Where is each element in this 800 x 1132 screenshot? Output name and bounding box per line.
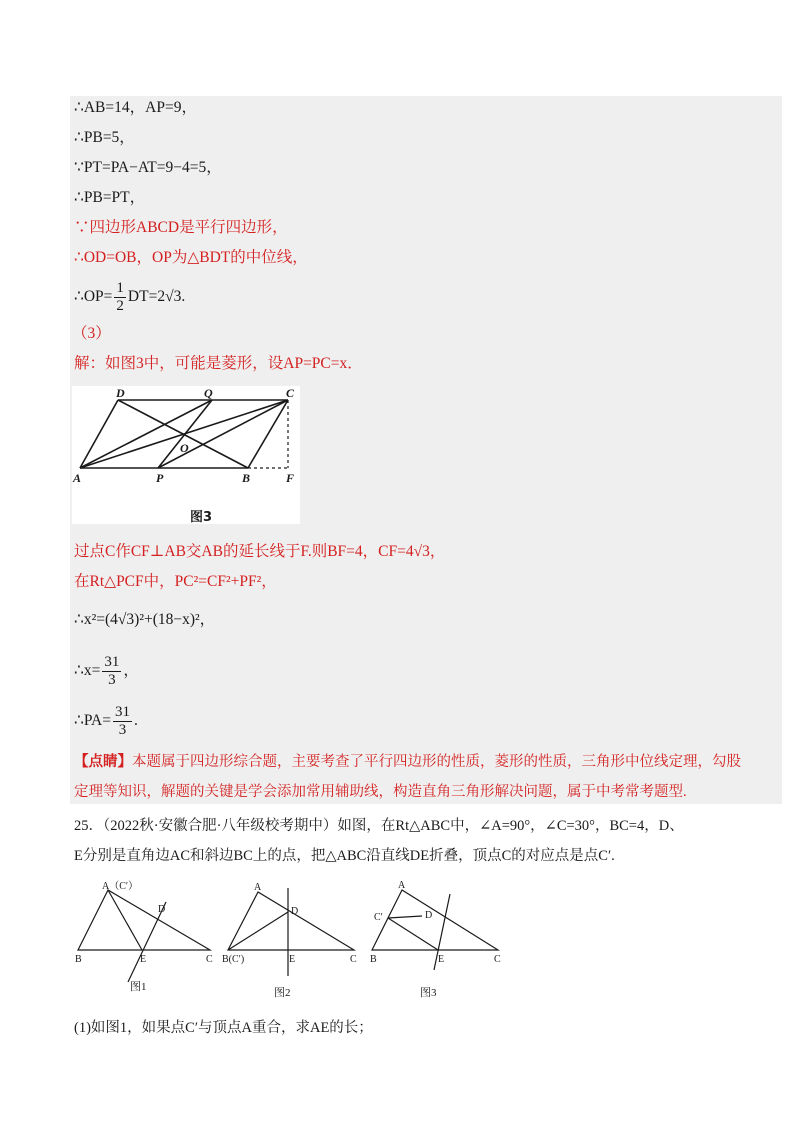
figure-3-parallelogram — [72, 386, 300, 524]
fig1-label-c: C — [206, 954, 213, 965]
diag-db — [118, 400, 248, 468]
fig3-caption: 图3 — [420, 987, 437, 999]
part3-intro: 解：如图3中，可能是菱形，设AP=PC=x． — [74, 355, 363, 372]
x-prefix: ∴x= — [74, 662, 101, 679]
fig3-label-b: B — [370, 954, 377, 965]
figure-3-caption: 图3 — [190, 510, 213, 525]
question-line-2: E分别是直角边AC和斜边BC上的点，把△ABC沿直线DE折叠，顶点C的对应点是点C′. — [74, 848, 615, 864]
fig3-label-c: C — [494, 954, 501, 965]
after-fig-line-2: 在Rt△PCF中，PC²=CF²+PF²， — [74, 573, 277, 590]
question-diagrams — [70, 880, 520, 1000]
fig3-seg-ce — [388, 918, 438, 950]
fig2-label-a: A — [254, 882, 262, 893]
fig1-seg-ae — [108, 890, 142, 950]
label-c: C — [286, 386, 295, 400]
x-equation — [74, 652, 139, 690]
part3-label: （3） — [72, 325, 111, 342]
label-d: D — [116, 386, 125, 400]
solution-line-1: ∴AB=14，AP=9， — [74, 99, 197, 116]
x-numerator: 31 — [104, 653, 120, 670]
comment-tag: 【点睛】 — [74, 754, 132, 770]
comment-line-1 — [74, 752, 782, 772]
op-suffix: DT=2√3. — [127, 288, 186, 305]
op-denominator: 2 — [116, 297, 124, 314]
fig2-seg-bd — [228, 912, 288, 950]
comment-text-1: 本题属于四边形综合题，主要考查了平行四边形的性质，菱形的性质，三角形中位线定理，勾股 — [132, 754, 741, 770]
fig2-label-c: C — [350, 954, 357, 965]
op-equation — [74, 278, 185, 316]
pa-numerator: 31 — [115, 703, 130, 720]
op-fraction — [114, 280, 126, 315]
label-a: A — [73, 471, 82, 485]
after-fig-line-1: 过点C作CF⊥AB交AB的延长线于F.则BF=4，CF=4√3， — [74, 543, 446, 560]
fig3-seg-cd — [388, 916, 422, 918]
after-fig-line-3: ∴x²=(4√3)²+(18−x)²， — [74, 611, 216, 628]
op-prefix: ∴OP= — [74, 288, 113, 305]
fig2-label-d: D — [291, 906, 299, 917]
fig3-label-e: E — [438, 954, 445, 965]
pa-suffix: . — [134, 712, 138, 729]
x-suffix: ， — [123, 662, 139, 679]
fig1-caption: 图1 — [130, 981, 147, 993]
fig2-caption: 图2 — [274, 987, 291, 999]
fig2-label-e: E — [289, 954, 296, 965]
label-b: B — [242, 471, 251, 485]
fig3-label-cprime: C′ — [374, 912, 383, 923]
question-line-1: 25．（2022秋·安徽合肥·八年级校考期中）如图，在Rt△ABC中，∠A=90°，∠C=30°，BC=4，D、 — [74, 818, 684, 834]
x-fraction — [102, 654, 121, 689]
fig1-label-e: E — [140, 954, 147, 965]
solution-line-6: ∴OD=OB，OP为△BDT的中位线， — [74, 249, 308, 266]
comment-line-2: 定理等知识，解题的关键是学会添加常用辅助线，构造直角三角形解决问题，属于中考常考题型. — [74, 784, 687, 800]
x-denominator: 3 — [108, 671, 116, 688]
pa-prefix: ∴PA= — [74, 712, 111, 729]
fig1-label-d: D — [158, 904, 166, 915]
solution-line-5: ∵四边形ABCD是平行四边形， — [74, 219, 288, 236]
label-q: Q — [204, 386, 213, 400]
fig3-label-a: A — [398, 880, 406, 891]
figure-3-svg — [72, 386, 300, 524]
fig2-label-b: B(C′) — [222, 954, 245, 965]
fig1-label-b: B — [75, 954, 82, 965]
solution-line-4: ∴PB=PT， — [74, 189, 146, 206]
op-numerator: 1 — [116, 279, 124, 296]
seg-qp — [158, 400, 212, 468]
solution-line-2: ∴PB=5， — [74, 129, 135, 146]
label-f: F — [286, 471, 295, 485]
fig1-label-a: A（C′） — [102, 881, 139, 892]
label-o: O — [180, 441, 189, 455]
fig3-label-d: D — [425, 910, 433, 921]
label-p: P — [156, 471, 164, 485]
pa-denominator: 3 — [118, 721, 127, 738]
subquestion-1: (1)如图1，如果点C′与顶点A重合，求AE的长； — [74, 1020, 373, 1036]
pa-fraction — [113, 704, 132, 739]
fig1-triangle — [78, 890, 210, 950]
solution-line-3: ∵PT=PA−AT=9−4=5， — [74, 159, 222, 176]
fig2-triangle — [228, 892, 354, 950]
pa-equation — [74, 702, 138, 740]
